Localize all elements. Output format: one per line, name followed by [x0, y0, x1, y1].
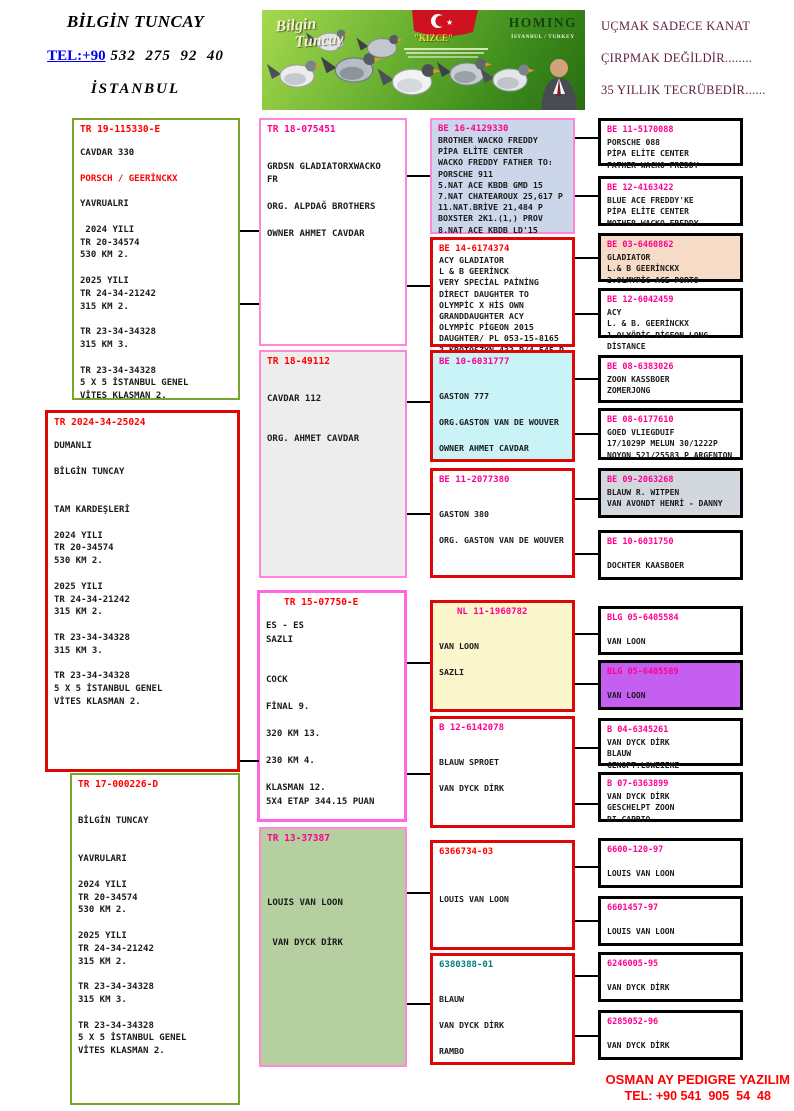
pedigree-blank-line: [439, 867, 566, 880]
pedigree-line: FİNAL 9.: [266, 702, 310, 712]
pedigree-line: BLAUW: [439, 994, 464, 1004]
pedigree-line: MOTHER WACKO FREDDY: [607, 218, 699, 228]
pedigree-line: VAN DYCK DİRK: [607, 792, 670, 801]
banner-loft-name-line2: Tuncay: [294, 30, 345, 52]
pedigree-line: GLADIATOR: [607, 253, 651, 262]
pedigree-line: GESCHELPT ZOON: [607, 803, 675, 813]
pedigree-line: 320 KM 13.: [266, 729, 321, 739]
connector-line: [407, 285, 430, 287]
pedigree-line: TR 24-34-21242: [54, 594, 130, 605]
pedigree-line: 315 KM 3.: [54, 645, 103, 656]
slogan-line-2: ÇIRPMAK DEĞİLDİR........: [601, 51, 753, 65]
pedigree-line: PİPA ELİTE CENTER: [438, 146, 523, 157]
pedigree-blank-line: [80, 211, 232, 224]
ring-number: TR 13-37387: [267, 833, 330, 844]
svg-text:★: ★: [446, 18, 454, 27]
phone-number: 532 275 92 40: [105, 48, 224, 64]
ring-number: BE 14-6174374: [439, 244, 510, 254]
pedigree-box-r9: [598, 606, 743, 655]
pedigree-line: VAN DYCK DİRK: [607, 738, 670, 747]
pedigree-blank-line: [439, 880, 566, 893]
connector-line: [575, 920, 598, 922]
pedigree-box-r10: [598, 660, 743, 710]
ring-number: BLG 05-6405584: [607, 613, 679, 623]
pedigree-blank-line: [54, 491, 231, 504]
pedigree-line: 315 KM 2.: [54, 607, 103, 618]
page-title: BİLGİN TUNCAY: [66, 12, 205, 31]
pedigree-line: 5X4 ETAP 344.15 PUAN: [266, 796, 375, 807]
pedigree-line: L.& B GEERİNCKX: [607, 264, 680, 274]
pedigree-box-r13: [598, 838, 743, 888]
pedigree-box-e: [259, 350, 407, 578]
pedigree-line: VİTES KLASMAN 2.: [80, 391, 167, 402]
ring-number: BE 09-2063268: [607, 475, 674, 485]
pedigree-line: TR 20-34574: [80, 237, 140, 248]
banner-kizce-label: "KIZCE": [414, 33, 454, 43]
pedigree-blank-line: [80, 262, 232, 275]
connector-line: [575, 747, 598, 749]
pedigree-line: VAN AVONDT HENRİ - DANNY: [607, 499, 723, 509]
pedigree-line: OLYMPİC PİGEON 2015: [439, 322, 534, 333]
ring-number: BE 11-2077380: [439, 475, 510, 485]
pedigree-line: RAMBO: [439, 1046, 464, 1056]
pedigree-blank-line: [78, 866, 232, 879]
pedigree-line: VAN DYCK DİRK: [607, 983, 670, 993]
pedigree-blank-line: [267, 215, 399, 229]
connector-line: [407, 175, 430, 177]
pedigree-box-r3: [598, 233, 743, 285]
pedigree-blank-line: [266, 647, 398, 661]
pedigree-box-m: [430, 716, 575, 828]
connector-line: [575, 433, 598, 435]
pedigree-line: ES - ES: [266, 621, 304, 631]
pedigree-box-r2: [598, 176, 743, 226]
pedigree-line: LOUIS VAN LOON: [607, 927, 675, 937]
pedigree-box-r7: [598, 468, 743, 518]
pedigree-box-r8: [598, 530, 743, 580]
pedigree-box-r4: [598, 288, 743, 351]
pedigree-blank-line: [439, 653, 566, 666]
connector-line: [575, 257, 598, 259]
connector-line: [575, 137, 598, 139]
pedigree-box-r1: [598, 118, 743, 170]
pedigree-blank-line: [439, 495, 566, 508]
pedigree-line: BLAUW: [607, 749, 632, 759]
pedigree-line: 5 X 5 İSTANBUL GENEL: [54, 684, 163, 695]
pedigree-box-o: [430, 953, 575, 1065]
pedigree-line: ZOMERJONG: [607, 386, 651, 396]
pedigree-line: 2024 YILI: [54, 530, 103, 541]
pedigree-line: DAUGHTER/ PL 053-15-8165: [439, 333, 559, 344]
pedigree-blank-line: [267, 420, 399, 434]
pedigree-line: KLASMAN 12.: [266, 783, 326, 793]
connector-line: [407, 773, 430, 775]
pedigree-line: GRANDDAUGHTER ACY: [439, 311, 524, 322]
pedigree-box-r16: [598, 1010, 743, 1060]
pedigree-line: ORG. AHMET CAVDAR: [267, 434, 360, 444]
pedigree-line: SAZLI: [266, 634, 294, 645]
pedigree-blank-line: [80, 160, 232, 173]
pedigree-blank-line: [439, 521, 566, 534]
ring-number: B 07-6363899: [607, 779, 669, 789]
pedigree-line: CAVDAR 330: [80, 148, 135, 158]
banner-homing-sub: İSTANBUL / TURKEY: [511, 34, 575, 40]
pedigree-blank-line: [78, 917, 232, 930]
pedigree-line: FR: [267, 175, 278, 185]
pedigree-line: PİPA ELİTE CENTER: [607, 207, 689, 217]
pedigree-line: PORSCHE 911: [438, 168, 493, 179]
pedigree-line: 17/1029P MELUN 30/1222P: [607, 439, 718, 449]
pedigree-line: VİTES KLASMAN 2.: [54, 696, 141, 707]
pedigree-blank-line: [266, 769, 398, 783]
pedigree-line: ZOON KASSBOER: [607, 375, 670, 384]
ring-number: BE 08-6383026: [607, 362, 674, 372]
pedigree-line: VAN DYCK DİRK: [439, 1020, 504, 1030]
pedigree-blank-line: [439, 1006, 566, 1019]
pedigree-blank-line: [266, 688, 398, 702]
ring-number: BE 10-6031777: [439, 357, 510, 367]
pedigree-blank-line: [607, 915, 734, 926]
pedigree-line: VERY SPECİAL PAİNİNG: [439, 277, 539, 288]
pedigree-line: YAVRUALRI: [80, 199, 129, 210]
pedigree-line: BLUE ACE FREDDY'KE: [607, 196, 694, 205]
ring-number: TR 18-49112: [267, 356, 330, 367]
connector-line: [575, 1035, 598, 1037]
connector-line: [407, 513, 430, 515]
pedigree-line: 5 X 5 İSTANBUL GENEL: [78, 1033, 187, 1044]
pedigree-line: NOYON 521/25583 P ARGENTON: [607, 450, 733, 460]
pedigree-line: TR 23-34-34328: [54, 671, 130, 682]
pedigree-line: BLAUW R. WITPEN: [607, 488, 680, 497]
pedigree-box-r6: [598, 408, 743, 460]
pedigree-box-r11: [598, 718, 743, 770]
pedigree-blank-line: [439, 769, 566, 782]
pedigree-box-r12: [598, 772, 743, 822]
pedigree-blank-line: [439, 403, 566, 416]
connector-line: [407, 892, 430, 894]
connector-line: [575, 553, 598, 555]
ring-number: BE 16-4129330: [438, 124, 509, 134]
pedigree-line: VAN DYCK DİRK: [439, 783, 504, 793]
pedigree-box-r14: [598, 896, 743, 946]
pedigree-blank-line: [607, 625, 734, 636]
pedigree-blank-line: [80, 352, 232, 365]
pedigree-blank-line: [267, 883, 399, 897]
connector-line: [575, 866, 598, 868]
pedigree-line: 7.NAT CHATEAROUX 25,617 P: [438, 191, 563, 202]
ring-number: BE 11-5170088: [607, 125, 674, 135]
pedigree-blank-line: [78, 1007, 232, 1020]
pedigree-blank-line: [78, 802, 232, 815]
pedigree-line: CAVDAR 112: [267, 393, 322, 404]
pedigree-line: WACKO FREDDY FATHER TO:: [438, 157, 553, 168]
pedigree-blank-line: [439, 627, 566, 640]
pedigree-blank-line: [266, 661, 398, 675]
pedigree-line: 315 KM 2.: [80, 301, 129, 312]
ring-number: TR 18-075451: [267, 124, 336, 135]
connector-line: [575, 498, 598, 500]
ring-number: 6601457-97: [607, 903, 659, 913]
pedigree-line: 530 KM 2.: [78, 905, 127, 916]
pedigree-line: TR 23-34-34328: [80, 365, 156, 376]
connector-line: [575, 975, 598, 977]
ring-number: BE 12-6042459: [607, 295, 674, 305]
pedigree-line: VİTES KLASMAN 2.: [78, 1046, 165, 1057]
pedigree-line: VAN LOON: [607, 691, 646, 701]
pedigree-line: TR 20-34574: [78, 892, 138, 903]
pedigree-box-h: [430, 118, 575, 234]
pedigree-blank-line: [78, 968, 232, 981]
pedigree-blank-line: [607, 679, 734, 690]
software-credit: [606, 1072, 790, 1103]
pedigree-blank-line: [267, 924, 399, 938]
pedigree-line: L. & B. GEERİNCKX: [607, 319, 689, 329]
pedigree-line: FATHER WACKO FREDDY: [607, 160, 699, 170]
pedigree-line: GASTON 777: [439, 391, 489, 401]
pedigree-blank-line: [78, 840, 232, 853]
ring-number: 6600-120-97: [607, 845, 664, 855]
pedigree-blank-line: [607, 549, 734, 560]
pedigree-line: YAVRULARI: [78, 854, 127, 865]
pedigree-blank-line: [439, 743, 566, 756]
pedigree-line: DİRECT DAUGHTER TO: [439, 288, 529, 299]
software-credit-phone: TEL: +90 541 905 54 48: [624, 1089, 771, 1103]
pedigree-line: SAZLI: [439, 667, 464, 677]
pedigree-line: OWNER AHMET CAVDAR: [439, 443, 529, 453]
connector-line: [575, 195, 598, 197]
pedigree-line: PORSCH / GEERİNCKX: [80, 173, 178, 184]
pedigree-blank-line: [54, 453, 231, 466]
connector-line: [407, 1003, 430, 1005]
pedigree-box-i: [430, 237, 575, 347]
pedigree-blank-line: [439, 377, 566, 390]
pedigree-blank-line: [607, 1029, 734, 1040]
pedigree-line: ORG.GASTON VAN DE WOUVER: [439, 417, 559, 427]
connector-line: [575, 803, 598, 805]
ring-number: B 04-6345261: [607, 725, 669, 735]
ring-number: TR 17-000226-D: [78, 779, 159, 790]
connector-line: [240, 303, 259, 305]
pedigree-line: 8.NAT ACE KBDB LD'15: [438, 224, 538, 235]
ring-number: TR 15-07750-E: [284, 597, 359, 608]
connector-line: [575, 313, 598, 315]
pedigree-line: GENOPT.LOWEIEKE: [607, 760, 680, 770]
pedigree-line: DI CAPRIO: [607, 814, 651, 824]
pedigree-line: 230 KM 4.: [266, 756, 315, 766]
pedigree-line: TR 23-34-34328: [78, 1020, 154, 1031]
ring-number: NL 11-1960782: [457, 607, 528, 617]
pedigree-blank-line: [439, 980, 566, 993]
pedigree-line: 315 KM 3.: [80, 339, 129, 350]
pedigree-line: BOXSTER 2K1.(1,) PROV: [438, 213, 543, 224]
pedigree-line: DUMANLI: [54, 441, 92, 451]
ring-number: BE 12-4163422: [607, 183, 674, 193]
connector-line: [575, 633, 598, 635]
ring-number: BE 08-6177610: [607, 415, 674, 425]
pedigree-line: GASTON 380: [439, 509, 489, 519]
connector-line: [240, 760, 259, 762]
pedigree-line: DİSTANCE: [607, 341, 646, 351]
pedigree-blank-line: [267, 188, 399, 202]
pedigree-line: 530 KM 2.: [54, 556, 103, 567]
pedigree-line: TR 23-34-34328: [78, 982, 154, 993]
pedigree-line: 2024 YILI: [80, 224, 135, 235]
pedigree-box-k: [430, 468, 575, 578]
pedigree-blank-line: [439, 429, 566, 442]
ring-number: BE 03-6460862: [607, 240, 674, 250]
pedigree-blank-line: [266, 715, 398, 729]
slogan-line-3: 35 YILLIK TECRÜBEDİR......: [601, 83, 766, 97]
pedigree-line: DOCHTER KAASBOER: [607, 561, 685, 571]
pedigree-blank-line: [267, 910, 399, 924]
pedigree-box-d: [259, 118, 407, 346]
pedigree-line: COCK: [266, 675, 288, 685]
pedigree-line: BİLGİN TUNCAY: [54, 466, 125, 477]
pedigree-blank-line: [80, 185, 232, 198]
pedigree-box-n: [430, 840, 575, 950]
pedigree-line: LOUIS VAN LOON: [439, 894, 509, 904]
pedigree-line: OLYMPİC X HİS OWN: [439, 299, 524, 310]
pedigree-blank-line: [54, 517, 231, 530]
pedigree-line: 11.NAT.BRİVE 21,484 P: [438, 202, 543, 213]
pedigree-line: GOED VLIEGDUIF: [607, 428, 675, 437]
ring-number: 6366734-03: [439, 847, 494, 857]
pedigree-line: VAN LOON: [439, 641, 479, 651]
pedigree-line: TR 23-34-34328: [54, 632, 130, 643]
pedigree-blank-line: [267, 147, 399, 161]
pedigree-box-a: [72, 118, 240, 400]
pedigree-line: TR 24-34-21242: [78, 943, 154, 954]
pedigree-blank-line: [78, 828, 232, 841]
pedigree-blank-line: [80, 313, 232, 326]
pedigree-line: TR 20-34574: [54, 543, 114, 554]
pedigree-blank-line: [54, 478, 231, 491]
pedigree-line: VAN LOON: [607, 637, 646, 647]
city-label: İSTANBUL: [90, 81, 181, 97]
pedigree-line: LOUIS VAN LOON: [267, 897, 343, 908]
pedigree-line: TAM KARDEŞLERİ: [54, 504, 130, 515]
pedigree-line: 2025 YILI: [80, 275, 129, 286]
pedigree-line: LOUIS VAN LOON: [607, 869, 675, 879]
pedigree-line: BLAUW SPROET: [439, 757, 499, 767]
pedigree-line: L & B GEERİNCK: [439, 266, 509, 277]
pedigree-blank-line: [267, 870, 399, 884]
ring-number: 6246005-95: [607, 959, 659, 969]
banner-homing-text: HOMING: [508, 15, 577, 30]
pedigree-line: TR 23-34-34328: [80, 327, 156, 338]
ring-number: BE 10-6031750: [607, 537, 674, 547]
pedigree-line: 2024 YILI: [78, 879, 127, 890]
pedigree-line: BROTHER WACKO FREDDY: [438, 135, 538, 145]
pedigree-line: 2.OLMYPİC ACE PORTO: [607, 275, 699, 285]
pedigree-line: GRDSN GLADIATORXWACKO: [267, 161, 381, 172]
pedigree-line: 2025 YILI: [54, 581, 103, 592]
pedigree-line: VAN DYCK DİRK: [267, 938, 343, 948]
pedigree-line: ACY: [607, 308, 622, 317]
pedigree-line: ACY GLADIATOR: [439, 255, 504, 265]
connector-line: [575, 683, 598, 685]
banner-loft-name-line1: Bilgin: [274, 15, 317, 36]
pedigree-blank-line: [267, 856, 399, 870]
pedigree-line: ORG. GASTON VAN DE WOUVER: [439, 535, 564, 545]
pedigree-line: 2025 YILI: [78, 930, 127, 941]
pedigree-line: 530 KM 2.: [80, 250, 129, 261]
pedigree-box-g: [259, 827, 407, 1067]
ring-number: B 12-6142078: [439, 723, 505, 733]
pedigree-line: 5.NAT ACE KBDB GMD 15: [438, 179, 543, 190]
connector-line: [407, 662, 430, 664]
pedigree-blank-line: [54, 568, 231, 581]
ring-number: TR 19-115330-E: [80, 124, 161, 135]
pedigree-line: PORSCHE 088: [607, 138, 660, 147]
pedigree-box-c: [70, 773, 240, 1105]
connector-line: [240, 230, 259, 232]
connector-line: [407, 401, 430, 403]
pedigree-blank-line: [607, 857, 734, 868]
pedigree-line: 1.OLYÖPİC PİGEON LONG: [607, 330, 709, 340]
pedigree-box-l: [430, 600, 575, 712]
pedigree-line: PİPA ELİTE CENTER: [607, 149, 689, 159]
software-credit-name: OSMAN AY PEDIGRE YAZILIM: [605, 1072, 790, 1087]
ring-number: TR 2024-34-25024: [54, 417, 146, 428]
pedigree-line: VAN DYCK DİRK: [607, 1041, 670, 1051]
pedigree-line: BİLGİN TUNCAY: [78, 815, 149, 826]
pedigree-blank-line: [266, 742, 398, 756]
pedigree-box-r5: [598, 355, 743, 403]
pedigree-blank-line: [267, 379, 399, 393]
pedigree-line: 5 X 5 İSTANBUL GENEL: [80, 378, 189, 389]
pedigree-line: TR 24-34-21242: [80, 288, 156, 299]
pedigree-blank-line: [607, 971, 734, 982]
connector-line: [575, 378, 598, 380]
pedigree-line: 315 KM 3.: [78, 994, 127, 1005]
pedigree-line: 315 KM 2.: [78, 956, 127, 967]
pedigree-line: ORG. ALPDAĞ BROTHERS: [267, 202, 376, 212]
pedigree-blank-line: [54, 658, 231, 671]
pedigree-box-j: [430, 350, 575, 462]
slogan-line-1: UÇMAK SADECE KANAT: [601, 19, 751, 33]
pedigree-line: OWNER AHMET CAVDAR: [267, 229, 365, 239]
tel-link[interactable]: TEL:+90: [47, 48, 106, 64]
pedigree-box-f: [257, 590, 407, 822]
pedigree-box-b: [45, 410, 240, 772]
pedigree-blank-line: [54, 619, 231, 632]
ring-number: 6285052-96: [607, 1017, 659, 1027]
ring-number: BLG 05-6405589: [607, 667, 679, 677]
pedigree-box-r15: [598, 952, 743, 1002]
pedigree-blank-line: [267, 406, 399, 420]
pedigree-blank-line: [439, 1032, 566, 1045]
ring-number: 6380388-01: [439, 960, 494, 970]
